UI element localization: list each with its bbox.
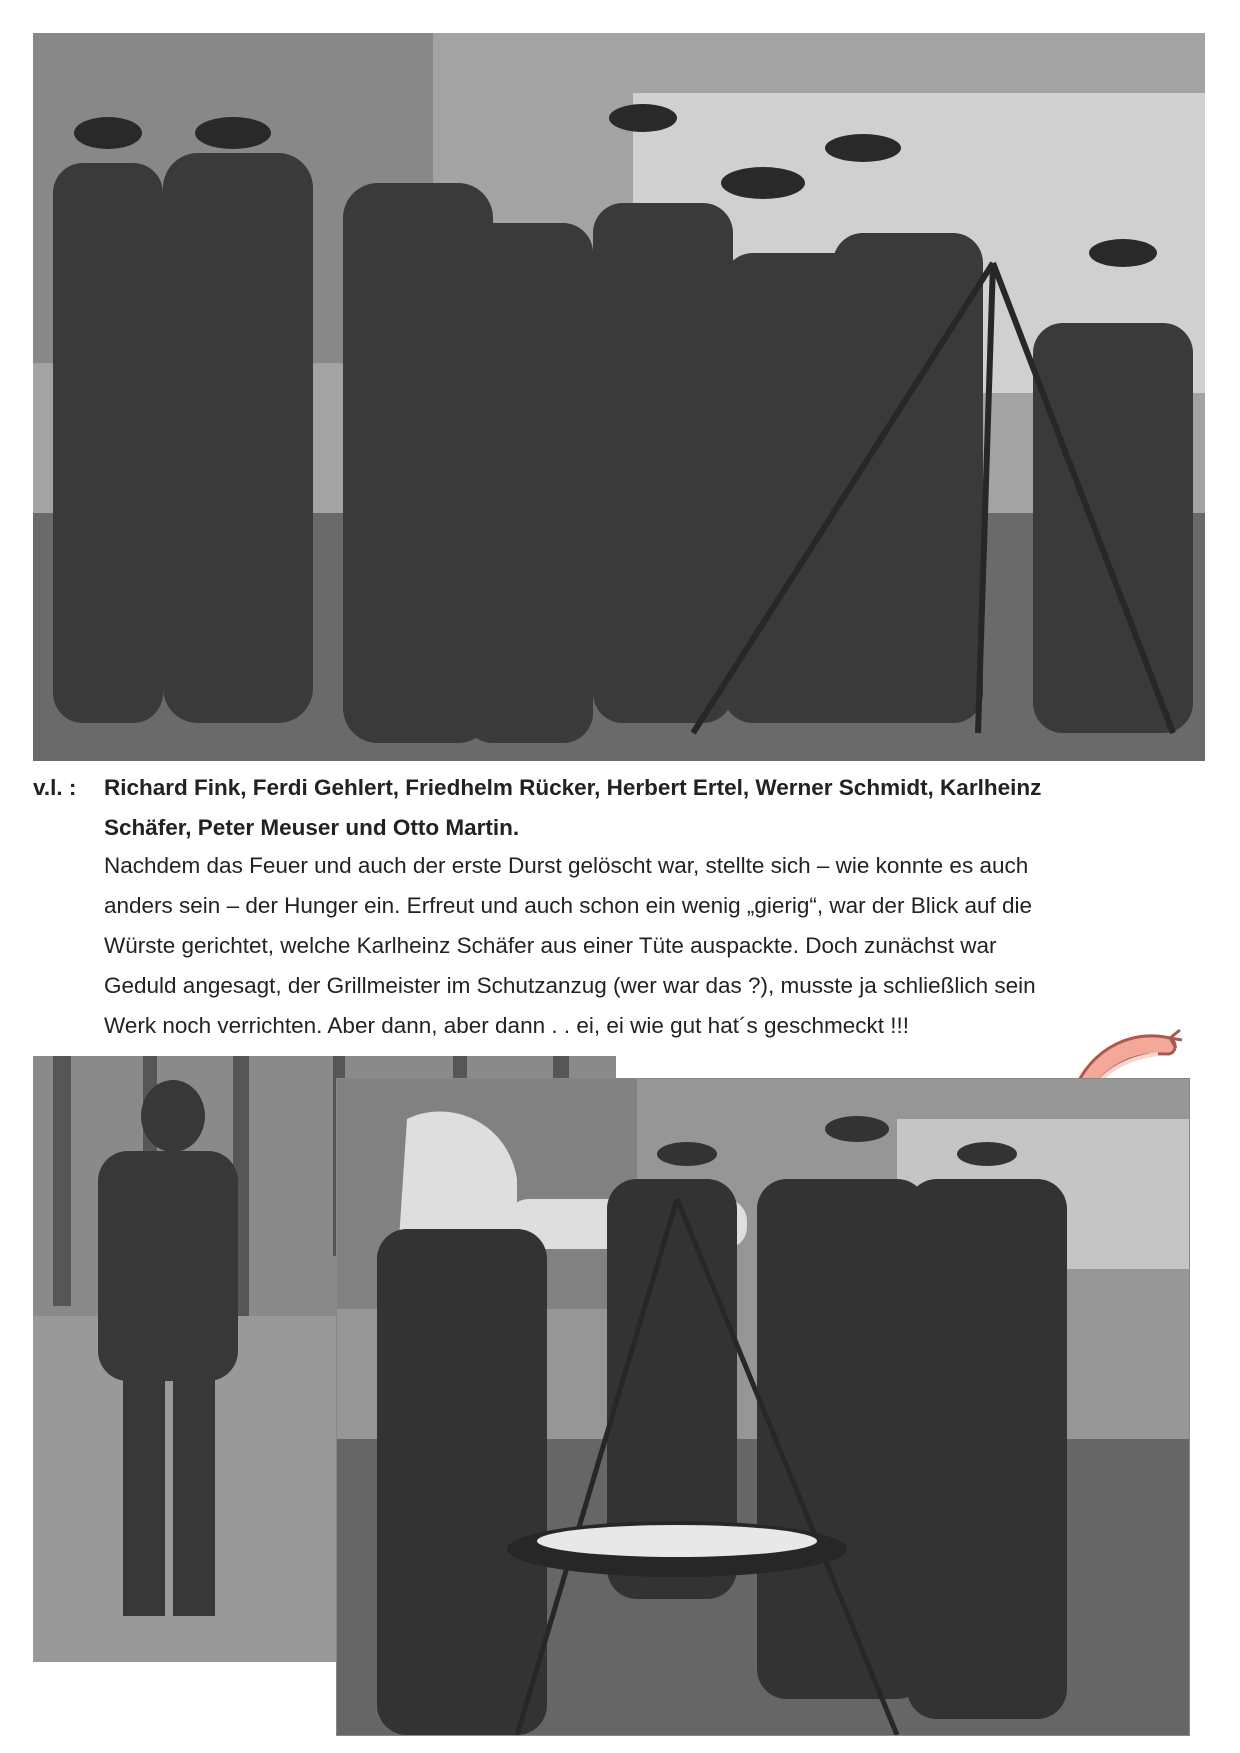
body-text-line: anders sein – der Hunger ein. Erfreut und auch schon ein wenig „gierig“, war der Blick auf die: [104, 893, 1033, 918]
body-text-line: Werk noch verrichten. Aber dann, aber dann . . ei, ei wie gut hat´s geschmeckt !!!: [104, 1013, 910, 1038]
grill-photo: [336, 1078, 1190, 1736]
group-photo: [33, 33, 1205, 761]
body-text-line: Nachdem das Feuer und auch der erste Durst gelöscht war, stellte sich – wie konnte es auch: [104, 853, 1029, 878]
body-text-line: Geduld angesagt, der Grillmeister im Schutzanzug (wer war das ?), musste ja schließlich sein: [104, 973, 1036, 998]
names-line-1: Richard Fink, Ferdi Gehlert, Friedhelm Rücker, Herbert Ertel, Werner Schmidt, Karlheinz: [104, 775, 1042, 800]
names-line-2: Schäfer, Peter Meuser und Otto Martin.: [104, 815, 520, 840]
body-text-line: Würste gerichtet, welche Karlheinz Schäfer aus einer Tüte auspackte. Doch zunächst war: [104, 933, 997, 958]
caption-prefix: v.l. :: [33, 775, 77, 800]
